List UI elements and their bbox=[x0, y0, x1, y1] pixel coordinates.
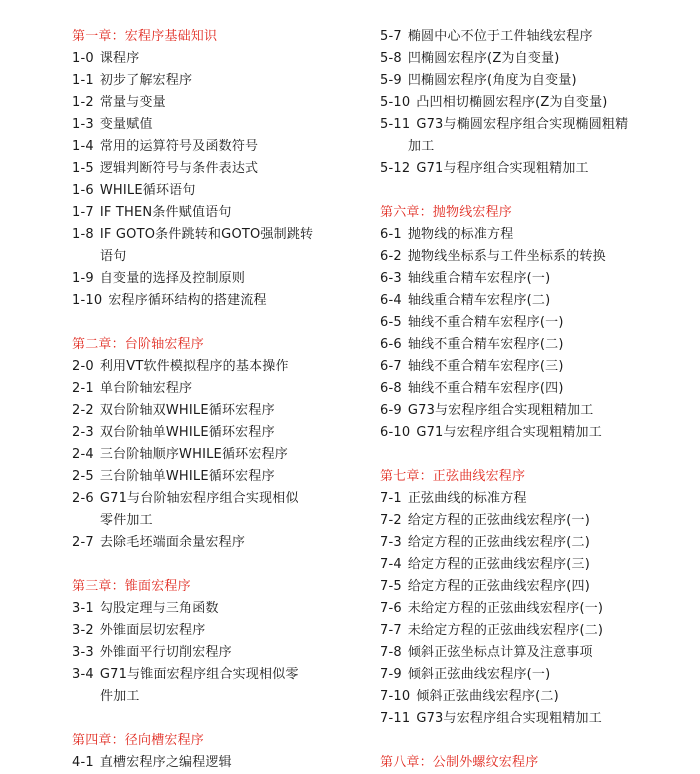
toc-entry-title: 变量赋值 bbox=[99, 117, 153, 132]
toc-entry-number: 1-10 bbox=[72, 293, 103, 308]
toc-entry-title: 双台阶轴单WHILE循环宏程序 bbox=[99, 425, 275, 440]
chapter-heading: 第六章：抛物线宏程序 bbox=[380, 205, 513, 220]
toc-entry bbox=[380, 686, 680, 708]
toc-entry bbox=[72, 48, 354, 70]
toc-entry-line bbox=[72, 158, 354, 180]
toc-entry-number: 6-7 bbox=[380, 359, 402, 374]
toc-entry-title: 凹椭圆宏程序(角度为自变量) bbox=[407, 73, 577, 88]
toc-entry-number: 3-3 bbox=[72, 645, 94, 660]
toc-entry bbox=[72, 114, 354, 136]
toc-entry-continuation: 零件加工 bbox=[100, 513, 153, 528]
toc-entry-number: 1-9 bbox=[72, 271, 94, 286]
toc-entry-number: 7-1 bbox=[380, 491, 402, 506]
toc-entry bbox=[72, 752, 354, 774]
toc-entry-number: 1-0 bbox=[72, 51, 94, 66]
toc-entry-number: 1-4 bbox=[72, 139, 94, 154]
toc-entry bbox=[380, 70, 680, 92]
toc-entry-number: 7-10 bbox=[380, 689, 411, 704]
section-spacer bbox=[380, 180, 680, 202]
toc-entry-line bbox=[72, 356, 354, 378]
toc-entry-title: 逻辑判断符号与条件表达式 bbox=[99, 161, 259, 176]
toc-entry-line bbox=[72, 752, 354, 774]
toc-entry bbox=[72, 92, 354, 114]
toc-entry-title: G71与程序组合实现粗精加工 bbox=[416, 161, 589, 176]
toc-entry-continuation: 加工 bbox=[408, 139, 435, 154]
toc-entry bbox=[72, 356, 354, 378]
toc-entry-number: 6-1 bbox=[380, 227, 402, 242]
toc-entry-title: 未给定方程的正弦曲线宏程序(一) bbox=[407, 601, 604, 616]
toc-entry-line bbox=[72, 180, 354, 202]
toc-entry bbox=[72, 378, 354, 400]
toc-entry-title: 给定方程的正弦曲线宏程序(三) bbox=[407, 557, 590, 572]
toc-entry bbox=[380, 92, 680, 114]
toc-entry bbox=[380, 268, 680, 290]
toc-entry-title: 给定方程的正弦曲线宏程序(四) bbox=[407, 579, 590, 594]
toc-entry-title: 凸凹相切椭圆宏程序(Z为自变量) bbox=[416, 95, 608, 110]
toc-entry-number: 2-6 bbox=[72, 491, 94, 506]
toc-entry-line bbox=[72, 422, 354, 444]
toc-entry-title: 外锥面层切宏程序 bbox=[99, 623, 206, 638]
toc-entry bbox=[380, 334, 680, 356]
toc-entry-number: 5-8 bbox=[380, 51, 402, 66]
toc-entry-number: 3-1 bbox=[72, 601, 94, 616]
toc-entry bbox=[72, 488, 354, 532]
toc-entry-title: 勾股定理与三角函数 bbox=[99, 601, 219, 616]
toc-entry bbox=[72, 158, 354, 180]
toc-left-column bbox=[72, 26, 354, 774]
toc-entry-number: 2-0 bbox=[72, 359, 94, 374]
toc-entry-number: 3-2 bbox=[72, 623, 94, 638]
toc-entry bbox=[380, 642, 680, 664]
toc-entry-number: 5-10 bbox=[380, 95, 411, 110]
toc-entry-number: 5-7 bbox=[380, 29, 402, 44]
toc-entry-title: G71与锥面宏程序组合实现相似零 bbox=[99, 667, 299, 682]
toc-entry-title: 常用的运算符号及函数符号 bbox=[99, 139, 259, 154]
toc-entry-title: G73与椭圆宏程序组合实现椭圆粗精 bbox=[416, 117, 629, 132]
toc-entry-line bbox=[380, 26, 680, 48]
toc-entry-line bbox=[72, 378, 354, 400]
toc-entry-title: 椭圆中心不位于工件轴线宏程序 bbox=[407, 29, 593, 44]
toc-entry bbox=[380, 598, 680, 620]
toc-entry-number: 7-11 bbox=[380, 711, 411, 726]
toc-entry-line bbox=[380, 378, 680, 400]
toc-entry-number: 6-10 bbox=[380, 425, 411, 440]
toc-entry bbox=[72, 532, 354, 554]
toc-entry-line bbox=[380, 224, 680, 246]
toc-entry-title: 外锥面平行切削宏程序 bbox=[99, 645, 232, 660]
chapter-heading: 第四章：径向槽宏程序 bbox=[72, 733, 205, 748]
toc-entry-line bbox=[72, 532, 354, 554]
toc-entry-number: 2-5 bbox=[72, 469, 94, 484]
chapter-heading: 第二章：台阶轴宏程序 bbox=[72, 337, 205, 352]
toc-entry-number: 5-12 bbox=[380, 161, 411, 176]
toc-entry bbox=[72, 202, 354, 224]
toc-entry bbox=[72, 70, 354, 92]
toc-entry-line bbox=[72, 290, 354, 312]
toc-entry bbox=[380, 422, 680, 444]
toc-entry-number: 6-8 bbox=[380, 381, 402, 396]
toc-entry-line bbox=[380, 268, 680, 290]
toc-entry bbox=[380, 554, 680, 576]
toc-entry bbox=[380, 26, 680, 48]
toc-entry-title: 给定方程的正弦曲线宏程序(二) bbox=[407, 535, 590, 550]
toc-entry bbox=[72, 642, 354, 664]
toc-entry-title: 轴线重合精车宏程序(一) bbox=[407, 271, 551, 286]
toc-entry-line bbox=[380, 400, 680, 422]
toc-entry-line bbox=[380, 576, 680, 598]
toc-entry-number: 6-6 bbox=[380, 337, 402, 352]
toc-entry bbox=[72, 180, 354, 202]
toc-entry-line bbox=[72, 70, 354, 92]
toc-entry-title: 宏程序循环结构的搭建流程 bbox=[108, 293, 267, 308]
toc-entry-line bbox=[380, 598, 680, 620]
toc-entry bbox=[380, 576, 680, 598]
toc-entry-title: 抛物线的标准方程 bbox=[407, 227, 514, 242]
toc-entry-line bbox=[380, 488, 680, 510]
toc-entry bbox=[380, 400, 680, 422]
toc-entry-number: 4-1 bbox=[72, 755, 94, 770]
toc-entry-number: 7-6 bbox=[380, 601, 402, 616]
toc-entry bbox=[380, 356, 680, 378]
toc-entry-number: 7-9 bbox=[380, 667, 402, 682]
toc-entry bbox=[72, 400, 354, 422]
toc-entry-title: 轴线重合精车宏程序(二) bbox=[407, 293, 551, 308]
toc-entry bbox=[380, 48, 680, 70]
toc-entry-line bbox=[72, 224, 354, 246]
toc-entry bbox=[72, 466, 354, 488]
toc-entry-line bbox=[380, 92, 680, 114]
toc-entry-line bbox=[380, 686, 680, 708]
toc-entry bbox=[380, 378, 680, 400]
toc-entry-line bbox=[380, 664, 680, 686]
chapter-heading: 第一章：宏程序基础知识 bbox=[72, 29, 218, 44]
section-spacer bbox=[380, 444, 680, 466]
toc-entry-number: 2-1 bbox=[72, 381, 94, 396]
toc-entry-title: 常量与变量 bbox=[99, 95, 166, 110]
toc-entry-number: 1-5 bbox=[72, 161, 94, 176]
toc-entry-title: 凹椭圆宏程序(Z为自变量) bbox=[407, 51, 560, 66]
toc-entry-number: 1-7 bbox=[72, 205, 94, 220]
toc-entry-title: 轴线不重合精车宏程序(一) bbox=[407, 315, 564, 330]
toc-entry bbox=[72, 444, 354, 466]
toc-entry-title: 轴线不重合精车宏程序(三) bbox=[407, 359, 564, 374]
toc-entry bbox=[380, 620, 680, 642]
toc-entry-number: 5-9 bbox=[380, 73, 402, 88]
toc-entry bbox=[380, 158, 680, 180]
toc-entry-line bbox=[380, 334, 680, 356]
toc-entry-number: 2-4 bbox=[72, 447, 94, 462]
toc-entry-line bbox=[72, 400, 354, 422]
toc-entry-line bbox=[380, 48, 680, 70]
toc-right-column bbox=[380, 26, 680, 774]
toc-entry-title: 倾斜正弦曲线宏程序(二) bbox=[416, 689, 559, 704]
toc-entry-line bbox=[380, 158, 680, 180]
toc-entry-line bbox=[72, 642, 354, 664]
toc-entry-number: 6-3 bbox=[380, 271, 402, 286]
toc-entry-title: G73与宏程序组合实现粗精加工 bbox=[407, 403, 594, 418]
toc-entry-line bbox=[72, 92, 354, 114]
toc-entry-line bbox=[72, 488, 354, 510]
toc-entry bbox=[72, 422, 354, 444]
toc-entry-title: IF GOTO条件跳转和GOTO强制跳转 bbox=[99, 227, 314, 242]
toc-entry bbox=[380, 532, 680, 554]
toc-entry bbox=[72, 664, 354, 708]
toc-entry-title: 倾斜正弦坐标点计算及注意事项 bbox=[407, 645, 593, 660]
toc-entry-title: 初步了解宏程序 bbox=[99, 73, 193, 88]
toc-entry-line bbox=[380, 554, 680, 576]
toc-entry-title: 倾斜正弦曲线宏程序(一) bbox=[407, 667, 551, 682]
toc-entry-title: G71与宏程序组合实现粗精加工 bbox=[416, 425, 602, 440]
toc-entry-number: 7-2 bbox=[380, 513, 402, 528]
toc-entry bbox=[72, 224, 354, 268]
toc-entry-number: 7-3 bbox=[380, 535, 402, 550]
toc-entry-line bbox=[72, 620, 354, 642]
toc-entry-line bbox=[72, 466, 354, 488]
toc-entry bbox=[380, 664, 680, 686]
toc-entry-line bbox=[72, 268, 354, 290]
section-spacer bbox=[72, 708, 354, 730]
toc-entry-title: 自变量的选择及控制原则 bbox=[99, 271, 246, 286]
toc-entry bbox=[72, 268, 354, 290]
toc-entry-title: 轴线不重合精车宏程序(四) bbox=[407, 381, 564, 396]
toc-entry-number: 3-4 bbox=[72, 667, 94, 682]
toc-entry-number: 7-5 bbox=[380, 579, 402, 594]
toc-entry-number: 2-3 bbox=[72, 425, 94, 440]
toc-entry-title: 去除毛坯端面余量宏程序 bbox=[99, 535, 246, 550]
toc-entry-line bbox=[72, 664, 354, 686]
toc-entry-line bbox=[380, 708, 680, 730]
toc-entry-number: 2-2 bbox=[72, 403, 94, 418]
toc-entry-title: 给定方程的正弦曲线宏程序(一) bbox=[407, 513, 590, 528]
toc-entry-line bbox=[380, 312, 680, 334]
toc-entry-line bbox=[72, 444, 354, 466]
toc-entry-line bbox=[72, 114, 354, 136]
toc-entry-number: 7-8 bbox=[380, 645, 402, 660]
toc-entry-line bbox=[72, 136, 354, 158]
toc-entry-title: 三台阶轴顺序WHILE循环宏程序 bbox=[99, 447, 288, 462]
toc-entry-number: 7-4 bbox=[380, 557, 402, 572]
toc-entry-title: 未给定方程的正弦曲线宏程序(二) bbox=[407, 623, 604, 638]
toc-entry bbox=[380, 290, 680, 312]
toc-entry-number: 1-8 bbox=[72, 227, 94, 242]
toc-entry-line bbox=[72, 598, 354, 620]
toc-entry bbox=[380, 114, 680, 158]
toc-entry-number: 1-3 bbox=[72, 117, 94, 132]
toc-entry-continuation: 语句 bbox=[100, 249, 127, 264]
toc-entry-number: 5-11 bbox=[380, 117, 411, 132]
toc-entry-title: 直槽宏程序之编程逻辑 bbox=[99, 755, 232, 770]
toc-entry-line bbox=[380, 532, 680, 554]
toc-entry-number: 1-1 bbox=[72, 73, 94, 88]
toc-entry-line bbox=[380, 422, 680, 444]
toc-entry-title: 双台阶轴双WHILE循环宏程序 bbox=[99, 403, 275, 418]
chapter-heading: 第七章：正弦曲线宏程序 bbox=[380, 469, 526, 484]
toc-entry-title: 课程序 bbox=[99, 51, 140, 66]
toc-entry bbox=[380, 246, 680, 268]
toc-entry-line bbox=[380, 356, 680, 378]
toc-entry-title: 三台阶轴单WHILE循环宏程序 bbox=[99, 469, 275, 484]
toc-entry-line bbox=[380, 642, 680, 664]
toc-entry bbox=[380, 224, 680, 246]
toc-entry bbox=[380, 488, 680, 510]
toc-entry-line bbox=[72, 48, 354, 70]
section-spacer bbox=[72, 554, 354, 576]
toc-entry-continuation: 件加工 bbox=[100, 689, 140, 704]
toc-entry-line bbox=[380, 620, 680, 642]
section-spacer bbox=[380, 730, 680, 752]
toc-entry-number: 2-7 bbox=[72, 535, 94, 550]
toc-entry bbox=[72, 290, 354, 312]
toc-entry-line bbox=[380, 114, 680, 136]
toc-entry-title: 单台阶轴宏程序 bbox=[99, 381, 193, 396]
toc-entry-title: WHILE循环语句 bbox=[99, 183, 196, 198]
toc-entry-number: 1-6 bbox=[72, 183, 94, 198]
toc-entry-number: 6-5 bbox=[380, 315, 402, 330]
toc-entry-line bbox=[380, 510, 680, 532]
toc-entry-title: G71与台阶轴宏程序组合实现相似 bbox=[99, 491, 299, 506]
toc-entry-line bbox=[380, 290, 680, 312]
toc-entry-number: 6-2 bbox=[380, 249, 402, 264]
toc-entry-number: 7-7 bbox=[380, 623, 402, 638]
toc-entry bbox=[380, 510, 680, 532]
toc-entry bbox=[72, 136, 354, 158]
toc-entry bbox=[380, 708, 680, 730]
chapter-heading: 第三章：锥面宏程序 bbox=[72, 579, 191, 594]
toc-entry bbox=[380, 312, 680, 334]
toc-entry bbox=[72, 620, 354, 642]
chapter-heading: 第八章：公制外螺纹宏程序 bbox=[380, 755, 539, 770]
toc-entry-line bbox=[380, 70, 680, 92]
toc-entry-title: 利用VT软件模拟程序的基本操作 bbox=[99, 359, 289, 374]
toc-entry bbox=[72, 598, 354, 620]
toc-entry-title: 正弦曲线的标准方程 bbox=[407, 491, 527, 506]
toc-entry-title: 抛物线坐标系与工件坐标系的转换 bbox=[407, 249, 606, 264]
toc-entry-number: 6-9 bbox=[380, 403, 402, 418]
toc-entry-title: G73与宏程序组合实现粗精加工 bbox=[416, 711, 602, 726]
section-spacer bbox=[72, 312, 354, 334]
toc-entry-line bbox=[72, 202, 354, 224]
toc-entry-number: 6-4 bbox=[380, 293, 402, 308]
toc-entry-title: 轴线不重合精车宏程序(二) bbox=[407, 337, 564, 352]
toc-entry-title: IF THEN条件赋值语句 bbox=[99, 205, 232, 220]
toc-entry-line bbox=[380, 246, 680, 268]
toc-entry-number: 1-2 bbox=[72, 95, 94, 110]
